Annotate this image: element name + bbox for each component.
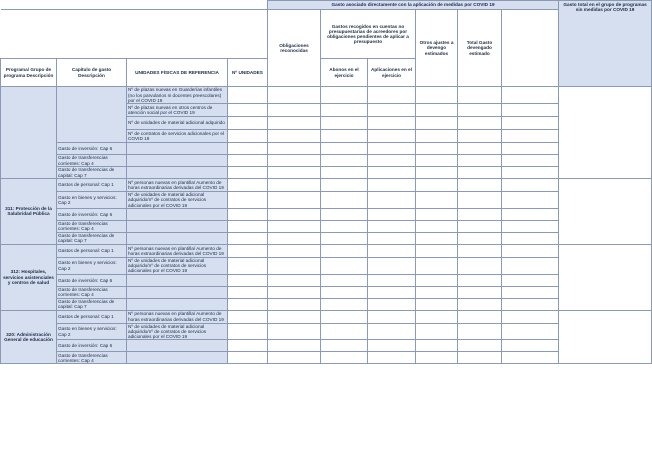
amount-cell[interactable] [458,323,502,340]
unit-label [127,286,228,298]
amount-cell[interactable] [268,130,321,143]
amount-cell[interactable] [321,232,368,244]
amount-cell[interactable] [416,192,458,209]
chapter-label: Gasto de inversión: Cap 6 [57,143,127,155]
amount-cell[interactable] [458,117,502,130]
amount-cell[interactable] [368,155,416,167]
amount-cell[interactable] [268,232,321,244]
unit-label [127,155,228,167]
amount-cell[interactable] [458,87,502,104]
table-row [1,352,652,364]
amount-cell[interactable] [502,298,559,310]
table-row [1,244,652,257]
amount-cell[interactable] [321,244,368,257]
amount-cell[interactable] [268,323,321,340]
amount-cell[interactable] [416,232,458,244]
header-gastos-recogidos: Gastos recogidos en cuentas no presupuestarias de acreedores por obligaciones pendientes de aplicar a presupuesto [321,10,416,59]
n-unidades-cell[interactable] [228,220,268,232]
amount-cell[interactable] [321,155,368,167]
amount-cell[interactable] [416,130,458,143]
amount-cell[interactable] [268,192,321,209]
amount-cell[interactable] [502,244,559,257]
amount-cell[interactable] [416,298,458,310]
amount-cell[interactable] [321,298,368,310]
amount-cell[interactable] [502,179,559,192]
amount-cell[interactable] [368,244,416,257]
amount-cell[interactable] [458,155,502,167]
amount-cell[interactable] [416,155,458,167]
amount-cell[interactable] [268,179,321,192]
chapter-label [57,87,127,143]
amount-cell[interactable] [502,310,559,323]
n-unidades-cell[interactable] [228,117,268,130]
unit-label: Nº personas nuevas en plantilla/ Aumento de horas extraordinarias derivadas del COVID 19 [127,310,228,323]
n-unidades-cell[interactable] [228,155,268,167]
table-row [1,323,652,340]
amount-cell[interactable] [458,274,502,286]
unit-label [127,232,228,244]
chapter-label: Gasto de transferencias de capital: Cap 7 [57,167,127,179]
amount-cell[interactable] [268,155,321,167]
table-row [1,192,652,209]
amount-cell[interactable] [458,220,502,232]
table-row [1,340,652,352]
amount-cell[interactable] [416,286,458,298]
n-unidades-cell[interactable] [228,310,268,323]
header-otros-ajustes: Otros ajustes a devengo estimados [416,10,458,87]
n-unidades-cell[interactable] [228,104,268,117]
chapter-label: Gasto de transferencias corrientes: Cap 4 [57,286,127,298]
amount-cell[interactable] [368,323,416,340]
n-unidades-cell[interactable] [228,179,268,192]
table-row [1,257,652,274]
unit-label: Nº de unidades de material adicional adquirido/nº de contratos de servicios adicionales por el COVID 19 [127,323,228,340]
unit-label [127,298,228,310]
chapter-label: Gasto de transferencias corrientes: Cap 4 [57,155,127,167]
amount-cell[interactable] [368,130,416,143]
chapter-label: Gasto en bienes y servicios: Cap 2 [57,323,127,340]
amount-cell[interactable] [321,220,368,232]
gasto-total-cell[interactable] [559,310,652,364]
amount-cell[interactable] [268,104,321,117]
unit-label [127,274,228,286]
program-label: 311: Protección de la Salubridad Pública [1,179,57,245]
unit-label: Nº de contratos de servicios adicionales por el COVID 19 [127,130,228,143]
amount-cell[interactable] [368,87,416,104]
header-programa: Programa/ Grupo de programa Descripción [1,59,57,87]
amount-cell[interactable] [502,208,559,220]
program-label: 312: Hospitales, servicios asistenciales y centros de salud [1,244,57,310]
n-unidades-cell[interactable] [228,232,268,244]
amount-cell[interactable] [321,323,368,340]
amount-cell[interactable] [268,298,321,310]
amount-cell[interactable] [458,310,502,323]
amount-cell[interactable] [458,244,502,257]
amount-cell[interactable] [321,143,368,155]
unit-label: Nº de plazas nuevas en otros centros de atención social por el COVID 19 [127,104,228,117]
amount-cell[interactable] [458,352,502,364]
amount-cell[interactable] [502,340,559,352]
chapter-label: Gasto de transferencias corrientes: Cap 4 [57,352,127,364]
amount-cell[interactable] [368,298,416,310]
amount-cell[interactable] [321,117,368,130]
amount-cell[interactable] [458,232,502,244]
amount-cell[interactable] [321,179,368,192]
n-unidades-cell[interactable] [228,352,268,364]
amount-cell[interactable] [416,167,458,179]
amount-cell[interactable] [368,257,416,274]
amount-cell[interactable] [502,274,559,286]
amount-cell[interactable] [458,340,502,352]
amount-cell[interactable] [321,167,368,179]
amount-cell[interactable] [268,117,321,130]
amount-cell[interactable] [268,274,321,286]
amount-cell[interactable] [368,192,416,209]
amount-cell[interactable] [416,143,458,155]
n-unidades-cell[interactable] [228,192,268,209]
amount-cell[interactable] [416,220,458,232]
header-abonos: Abonos en el ejercicio [321,59,368,87]
amount-cell[interactable] [502,167,559,179]
amount-cell[interactable] [416,257,458,274]
amount-cell[interactable] [416,208,458,220]
unit-label [127,340,228,352]
unit-label: Nº de unidades de material adicional adquirido [127,117,228,130]
unit-label [127,352,228,364]
n-unidades-cell[interactable] [228,340,268,352]
n-unidades-cell[interactable] [228,208,268,220]
header-gasto-total: Gasto total en el grupo de programas sin medidas por COVID 19 [559,1,652,87]
unit-label: Nº de unidades de material adicional adquirido/nº de contratos de servicios adicionales por el COVID 19 [127,192,228,209]
n-unidades-cell[interactable] [228,298,268,310]
table-row [1,274,652,286]
amount-cell[interactable] [368,104,416,117]
amount-cell[interactable] [268,310,321,323]
amount-cell[interactable] [268,220,321,232]
chapter-label: Gasto de transferencias de capital: Cap 7 [57,298,127,310]
amount-cell[interactable] [502,130,559,143]
amount-cell[interactable] [268,208,321,220]
table-row [1,87,652,104]
program-label [1,87,57,179]
n-unidades-cell[interactable] [228,244,268,257]
amount-cell[interactable] [321,257,368,274]
amount-cell[interactable] [458,286,502,298]
header-empty-col [502,10,559,87]
gasto-total-cell[interactable] [559,244,652,310]
chapter-label: Gasto en bienes y servicios: Cap 2 [57,192,127,209]
amount-cell[interactable] [502,232,559,244]
n-unidades-cell[interactable] [228,257,268,274]
amount-cell[interactable] [268,286,321,298]
amount-cell[interactable] [321,274,368,286]
chapter-label: Gasto de inversión: Cap 6 [57,274,127,286]
amount-cell[interactable] [368,167,416,179]
amount-cell[interactable] [458,192,502,209]
amount-cell[interactable] [368,208,416,220]
amount-cell[interactable] [368,220,416,232]
chapter-label: Gasto de inversión: Cap 6 [57,208,127,220]
table-body [1,87,652,364]
header-total-gasto: Total Gasto devengado estimado [458,10,502,87]
header-n-unidades: Nº UNIDADES [228,59,268,87]
amount-cell[interactable] [502,286,559,298]
header-capitulo: Capítulo de gasto Descripción [57,59,127,87]
unit-label: Nº de plazas nuevas en Guarderías infantiles (no los parvularios ni docentes preescolares) por el COVID 19 [127,87,228,104]
amount-cell[interactable] [368,310,416,323]
amount-cell[interactable] [502,257,559,274]
amount-cell[interactable] [416,104,458,117]
amount-cell[interactable] [321,130,368,143]
chapter-label: Gasto de transferencias de capital: Cap 7 [57,232,127,244]
header-spacer-2 [1,10,268,59]
amount-cell[interactable] [502,104,559,117]
header-obligaciones: Obligaciones reconocidas [268,10,321,87]
amount-cell[interactable] [368,179,416,192]
table-row [1,208,652,220]
program-label: 320: Administración General de educación [1,310,57,364]
table-row [1,143,652,155]
amount-cell[interactable] [416,310,458,323]
amount-cell[interactable] [416,87,458,104]
table-header [1,1,652,87]
gasto-total-cell[interactable] [559,87,652,179]
chapter-label: Gasto de transferencias corrientes: Cap 4 [57,220,127,232]
amount-cell[interactable] [368,232,416,244]
chapter-label: Gasto en bienes y servicios: Cap 2 [57,257,127,274]
chapter-label: Gastos de personal: Cap 1 [57,179,127,192]
n-unidades-cell[interactable] [228,286,268,298]
header-spacer [1,1,268,10]
amount-cell[interactable] [368,340,416,352]
amount-cell[interactable] [416,352,458,364]
n-unidades-cell[interactable] [228,167,268,179]
table-row [1,286,652,298]
amount-cell[interactable] [458,104,502,117]
amount-cell[interactable] [368,286,416,298]
amount-cell[interactable] [502,323,559,340]
amount-cell[interactable] [458,257,502,274]
amount-cell[interactable] [321,310,368,323]
n-unidades-cell[interactable] [228,274,268,286]
amount-cell[interactable] [321,208,368,220]
chapter-label: Gasto de inversión: Cap 6 [57,340,127,352]
amount-cell[interactable] [268,340,321,352]
amount-cell[interactable] [268,143,321,155]
amount-cell[interactable] [458,208,502,220]
n-unidades-cell[interactable] [228,130,268,143]
amount-cell[interactable] [368,352,416,364]
table-row [1,179,652,192]
unit-label: Nº de unidades de material adicional adquirido/nº de contratos de servicios adicionales por el COVID 19 [127,257,228,274]
amount-cell[interactable] [502,192,559,209]
amount-cell[interactable] [502,220,559,232]
amount-cell[interactable] [458,167,502,179]
amount-cell[interactable] [458,298,502,310]
amount-cell[interactable] [368,117,416,130]
table-row [1,232,652,244]
chapter-label: Gastos de personal: Cap 1 [57,244,127,257]
amount-cell[interactable] [321,286,368,298]
header-aplicaciones: Aplicaciones en el ejercicio [368,59,416,87]
amount-cell[interactable] [368,143,416,155]
amount-cell[interactable] [321,104,368,117]
amount-cell[interactable] [416,340,458,352]
header-unidades: UNIDADES FÍSICAS DE REFERENCIA [127,59,228,87]
amount-cell[interactable] [416,274,458,286]
amount-cell[interactable] [502,155,559,167]
amount-cell[interactable] [502,117,559,130]
amount-cell[interactable] [321,352,368,364]
unit-label [127,208,228,220]
n-unidades-cell[interactable] [228,323,268,340]
amount-cell[interactable] [502,87,559,104]
unit-label [127,143,228,155]
amount-cell[interactable] [321,340,368,352]
chapter-label: Gastos de personal: Cap 1 [57,310,127,323]
table-row [1,298,652,310]
amount-cell[interactable] [416,244,458,257]
amount-cell[interactable] [368,274,416,286]
unit-label [127,220,228,232]
n-unidades-cell[interactable] [228,87,268,104]
n-unidades-cell[interactable] [228,143,268,155]
unit-label: Nº personas nuevas en plantilla/ Aumento de horas extraordinarias derivadas del COVID 19 [127,179,228,192]
amount-cell[interactable] [416,323,458,340]
amount-cell[interactable] [268,87,321,104]
gasto-total-cell[interactable] [559,179,652,245]
amount-cell[interactable] [458,130,502,143]
amount-cell[interactable] [416,117,458,130]
table-row [1,155,652,167]
amount-cell[interactable] [502,143,559,155]
amount-cell[interactable] [502,352,559,364]
amount-cell[interactable] [268,244,321,257]
amount-cell[interactable] [416,179,458,192]
amount-cell[interactable] [458,179,502,192]
unit-label [127,167,228,179]
unit-label: Nº personas nuevas en plantilla/ Aumento de horas extraordinarias derivadas del COVID 19 [127,244,228,257]
amount-cell[interactable] [321,87,368,104]
amount-cell[interactable] [268,352,321,364]
table-row [1,220,652,232]
table-row [1,167,652,179]
header-gasto-directo: Gasto asociado directamente con la aplicación de medidas por COVID 19 [268,1,559,10]
amount-cell[interactable] [268,167,321,179]
amount-cell[interactable] [321,192,368,209]
table-row [1,310,652,323]
amount-cell[interactable] [268,257,321,274]
amount-cell[interactable] [458,143,502,155]
